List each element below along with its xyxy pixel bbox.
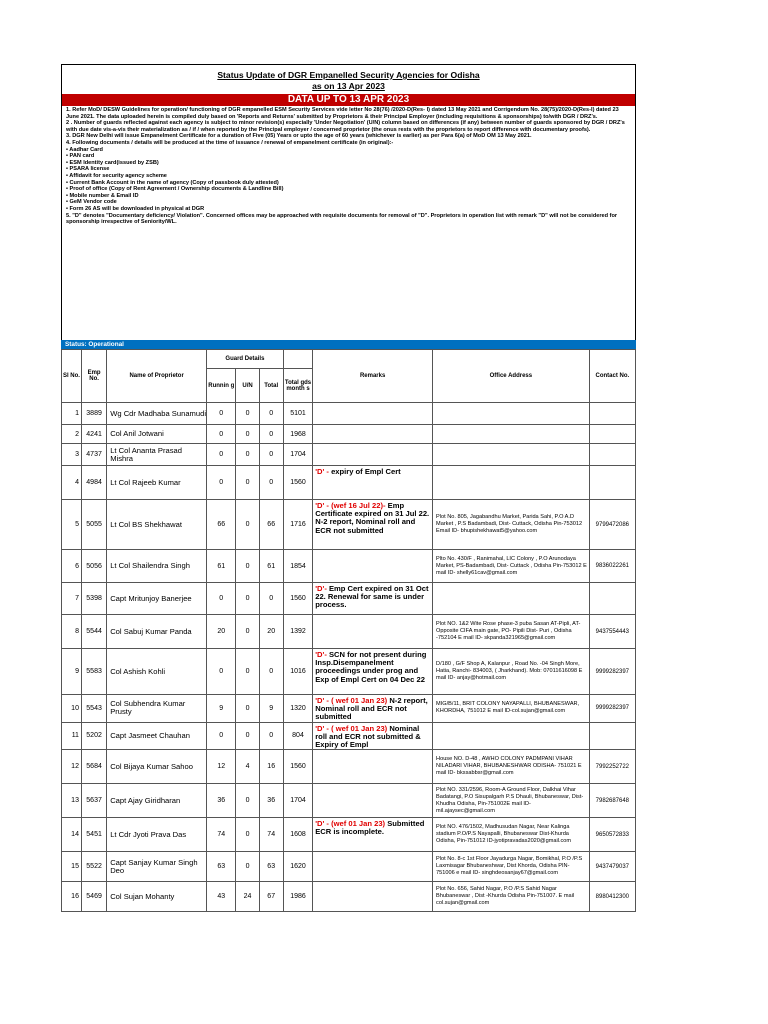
total-gds-months-cell: 1016 <box>283 649 312 695</box>
proprietor-name-cell: Lt Cdr Jyoti Prava Das <box>107 818 207 852</box>
remarks-cell <box>313 649 433 695</box>
remark-text: expiry of Empl Cert <box>328 467 401 476</box>
note-line: • Proof of office (Copy of Rent Agreement / Ownership documents & Landline Bill) <box>66 186 284 193</box>
un-cell: 0 <box>236 444 259 466</box>
table-row <box>62 818 636 852</box>
office-address-cell <box>433 425 590 444</box>
emp-no-cell: 5056 <box>81 550 106 583</box>
contact-no-cell: 9999282397 <box>589 649 635 695</box>
un-cell: 0 <box>236 403 259 425</box>
header-sl: Sl No. <box>62 350 82 403</box>
running-cell: 0 <box>207 583 236 615</box>
sl-no-cell: 5 <box>62 500 82 550</box>
total-gds-months-cell: 1716 <box>283 500 312 550</box>
contact-no-cell: 9650572833 <box>589 818 635 852</box>
running-cell: 63 <box>207 852 236 882</box>
remark-flag: 'D'- <box>315 584 327 593</box>
total-gds-months-cell: 1704 <box>283 444 312 466</box>
total-cell: 67 <box>259 882 283 912</box>
total-gds-months-cell: 1392 <box>283 615 312 649</box>
running-cell: 0 <box>207 649 236 695</box>
proprietor-name-cell: Capt Sanjay Kumar Singh Deo <box>107 852 207 882</box>
total-cell: 63 <box>259 852 283 882</box>
table-row <box>62 750 636 784</box>
sl-no-cell: 11 <box>62 722 82 750</box>
table-row <box>62 403 636 425</box>
sl-no-cell: 15 <box>62 852 82 882</box>
emp-no-cell: 5469 <box>81 882 106 912</box>
running-cell: 0 <box>207 466 236 500</box>
note-line: 4. Following documents / details will be produced at the time of issuance / renewal of empanelment certificate (in original):- <box>66 139 394 146</box>
emp-no-cell: 5684 <box>81 750 106 784</box>
office-address-cell: Plot No. 8-c 1st Floor Jayadurga Nagar, Bomikhal, P.O /P.S Laxmisagar Bhubaneshwar, Dist Khorda, Odisha PIN- 751006 e mail ID- singhdeosanjay67@gmail.com <box>433 852 590 882</box>
table-row <box>62 882 636 912</box>
un-cell: 0 <box>236 695 259 723</box>
header-name: Name of Proprietor <box>107 350 207 403</box>
remarks-cell <box>313 550 433 583</box>
un-cell: 0 <box>236 615 259 649</box>
total-cell: 66 <box>259 500 283 550</box>
agency-table <box>61 349 636 912</box>
proprietor-name-cell: Lt Col Rajeeb Kumar <box>107 466 207 500</box>
remark-text: Nominal roll and ECR not submitted & Expiry of Empl <box>315 723 421 750</box>
total-gds-months-cell: 1560 <box>283 583 312 615</box>
remarks-cell <box>313 852 433 882</box>
proprietor-name-cell: Col Sabuj Kumar Panda <box>107 615 207 649</box>
contact-no-cell: 7982687648 <box>589 784 635 818</box>
table-row <box>62 695 636 723</box>
office-address-cell <box>433 466 590 500</box>
un-cell: 0 <box>236 852 259 882</box>
office-address-cell: Plot No. 656, Sahid Nagar, P.O /P.S Sahid Nagar Bhubaneswar , Dist -Khurda Odisha Pin-751007. E mail col.sujan@gmail.com <box>433 882 590 912</box>
remark-text: SCN for not present during Insp.Disempanelment proceedings under prog and Exp of Empl Cert on 04 Dec 22 <box>315 650 427 684</box>
remarks-cell <box>313 615 433 649</box>
un-cell: 0 <box>236 425 259 444</box>
header-un: U/N <box>236 369 259 403</box>
total-gds-months-cell: 1560 <box>283 466 312 500</box>
running-cell: 43 <box>207 882 236 912</box>
note-line: 5. "D" denotes "Documentary deficiency/ Violation". Concerned offices may be approached with requisite documents for removal of "D". Proprietors in operation list with remark "D" will not be considered for sponsorship irrespective of Seniority/WL. <box>66 212 618 226</box>
proprietor-name-cell: Col Bijaya Kumar Sahoo <box>107 750 207 784</box>
header-running: Runnin g <box>207 369 236 403</box>
emp-no-cell: 5451 <box>81 818 106 852</box>
contact-no-cell: 9999282397 <box>589 695 635 723</box>
office-address-cell: Plot NO. 476/1502, Madhusudan Nagar, Near Kalinga stadium P.O/P.S Nayapalli, Bhubaneswar Dist-Khurda Odisha, Pin-751012 ID-jyotipravadas2020@gmail.com <box>433 818 590 852</box>
title-line-1: Status Update of DGR Empanelled Security Agencies for Odisha <box>217 70 480 80</box>
proprietor-name-cell: Lt Col Shailendra Singh <box>107 550 207 583</box>
note-line: • GeM Vendor code <box>66 199 117 206</box>
sl-no-cell: 3 <box>62 444 82 466</box>
table-row <box>62 649 636 695</box>
table-row <box>62 425 636 444</box>
office-address-cell <box>433 583 590 615</box>
proprietor-name-cell: Capt Jasmeet Chauhan <box>107 722 207 750</box>
sl-no-cell: 9 <box>62 649 82 695</box>
total-cell: 9 <box>259 695 283 723</box>
header-guard-details: Guard Details <box>207 350 284 369</box>
sl-no-cell: 8 <box>62 615 82 649</box>
total-cell: 0 <box>259 444 283 466</box>
remarks-cell <box>313 425 433 444</box>
sl-no-cell: 4 <box>62 466 82 500</box>
contact-no-cell: 9437554443 <box>589 615 635 649</box>
emp-no-cell: 4984 <box>81 466 106 500</box>
spreadsheet-page <box>61 64 636 912</box>
remarks-cell <box>313 750 433 784</box>
note-line: • ESM Identity card(issued by ZSB) <box>66 159 159 166</box>
contact-no-cell <box>589 444 635 466</box>
sl-no-cell: 10 <box>62 695 82 723</box>
contact-no-cell: 8980412300 <box>589 882 635 912</box>
table-row <box>62 583 636 615</box>
running-cell: 74 <box>207 818 236 852</box>
sl-no-cell: 1 <box>62 403 82 425</box>
note-line: 1. Refer MoD/ DESW Guidelines for operation/ functioning of DGR empanelled ESM Security Services vide letter No 28(76) /2020-D(Res- I) dated 13 May 2021 and Corrigendum No. 28(75)/2020-D(Res-I) dated 23 June 2021. The data uploaded herein is compiled duly based on 'Reports and Returns' submitted by Proprietors & their Principal Employer (including requisitions & sponsorships) to/with DGR / DRZ's. <box>66 107 619 120</box>
emp-no-cell: 5202 <box>81 722 106 750</box>
proprietor-name-cell: Col Sujan Mohanty <box>107 882 207 912</box>
table-row <box>62 722 636 750</box>
total-gds-months-cell: 1854 <box>283 550 312 583</box>
sl-no-cell: 2 <box>62 425 82 444</box>
sl-no-cell: 7 <box>62 583 82 615</box>
office-address-cell: Plto No. 430/F , Ranimahal, LIC Colony , P.O Arunodaya Market, PS-Badambadi, Dist- Cuttack , Odisha Pin-753012 E mail ID- shelly61cav@gmail.com <box>433 550 590 583</box>
total-gds-months-cell: 5101 <box>283 403 312 425</box>
remark-flag: 'D' - (wef 01 Jan 23) <box>315 819 386 829</box>
remark-text: N-2 report, Nominal roll and ECR not submitted <box>315 696 428 722</box>
un-cell: 4 <box>236 750 259 784</box>
header-total-gds-months: Total gds month s <box>283 369 312 403</box>
title-line-2: as on 13 Apr 2023 <box>312 80 385 91</box>
running-cell: 12 <box>207 750 236 784</box>
emp-no-cell: 5544 <box>81 615 106 649</box>
un-cell: 0 <box>236 500 259 550</box>
office-address-cell: Plot NO. 331/2596, Room-A Ground Floor, Dalkhai Vihar Badatangi, P.O Sisupalgarh P.S Dhauli, Bhubaneswar, Dist- Khudha Odisha, Pin-751002E mail ID- mil.ajaysec@gmail.com <box>433 784 590 818</box>
notes-section <box>61 106 636 340</box>
remark-text: Submitted ECR is incomplete. <box>315 819 425 837</box>
office-address-cell: MIG/B/11, BRIT COLONY NAYAPALLI, BHUBANESWAR, KHORDHA, 751012 E mail ID-col.sujan@gmail.com <box>433 695 590 723</box>
remarks-cell <box>313 444 433 466</box>
contact-no-cell: 9799472086 <box>589 500 635 550</box>
note-line: • Mobile number & Email ID <box>66 192 139 199</box>
contact-no-cell: 7992252722 <box>589 750 635 784</box>
remarks-cell <box>313 466 433 500</box>
emp-no-cell: 4737 <box>81 444 106 466</box>
emp-no-cell: 5637 <box>81 784 106 818</box>
proprietor-name-cell: Wg Cdr Madhaba Sunamudi <box>107 403 207 425</box>
header-total: Total <box>259 369 283 403</box>
office-address-cell: Plot NO. 1&2 Wite Rose phase-3 puba Sasan AT-Pipli, AT- Opposite CIFA main gate, PO- Pipili Dist- Puri , Odisha -752104 E mail ID- skpanda321965@gmail.com <box>433 615 590 649</box>
note-line: • Aadhar Card <box>66 146 103 153</box>
remark-flag: 'D' - ( wef 01 Jan 23) <box>315 696 388 705</box>
table-row <box>62 466 636 500</box>
proprietor-name-cell: Capt Mritunjoy Banerjee <box>107 583 207 615</box>
un-cell: 0 <box>236 784 259 818</box>
running-cell: 0 <box>207 722 236 750</box>
total-gds-months-cell: 804 <box>283 722 312 750</box>
remark-flag: 'D'- <box>315 650 327 659</box>
running-cell: 61 <box>207 550 236 583</box>
total-gds-months-cell: 1704 <box>283 784 312 818</box>
total-cell: 0 <box>259 722 283 750</box>
running-cell: 9 <box>207 695 236 723</box>
table-row <box>62 852 636 882</box>
total-gds-months-cell: 1620 <box>283 852 312 882</box>
total-cell: 16 <box>259 750 283 784</box>
note-line: • Affidavit for security agency scheme <box>66 172 167 179</box>
office-address-cell <box>433 722 590 750</box>
proprietor-name-cell: Col Ashish Kohli <box>107 649 207 695</box>
note-line: • Current Bank Account in the name of agency (Copy of passbook duly attested) <box>66 179 279 186</box>
status-operational-bar: Status: Operational <box>61 340 636 349</box>
emp-no-cell: 3889 <box>81 403 106 425</box>
un-cell: 0 <box>236 818 259 852</box>
header-contact: Contact No. <box>589 350 635 403</box>
sl-no-cell: 6 <box>62 550 82 583</box>
table-row <box>62 500 636 550</box>
table-row <box>62 444 636 466</box>
emp-no-cell: 5398 <box>81 583 106 615</box>
un-cell: 0 <box>236 722 259 750</box>
proprietor-name-cell: Lt Col BS Shekhawat <box>107 500 207 550</box>
proprietor-name-cell: Lt Col Ananta Prasad Mishra <box>107 444 207 466</box>
un-cell: 0 <box>236 550 259 583</box>
total-cell: 0 <box>259 466 283 500</box>
remarks-cell <box>313 784 433 818</box>
note-line: • PAN card <box>66 153 95 160</box>
remark-flag: 'D' - (wef 16 Jul 22)- <box>315 501 386 510</box>
total-cell: 36 <box>259 784 283 818</box>
remark-text: Emp Cert expired on 31 Oct 22. Renewal for same is under process. <box>315 584 429 610</box>
running-cell: 0 <box>207 403 236 425</box>
table-row <box>62 784 636 818</box>
contact-no-cell: 9836022261 <box>589 550 635 583</box>
running-cell: 66 <box>207 500 236 550</box>
un-cell: 0 <box>236 466 259 500</box>
note-line: • Form 26 AS will be downloaded in physical at DGR <box>66 205 205 212</box>
un-cell: 0 <box>236 583 259 615</box>
total-cell: 0 <box>259 425 283 444</box>
contact-no-cell <box>589 583 635 615</box>
contact-no-cell <box>589 425 635 444</box>
total-gds-months-cell: 1968 <box>283 425 312 444</box>
total-gds-months-cell: 1560 <box>283 750 312 784</box>
remark-text: Emp Certificate expired on 31 Jul 22. N-2 report, Nominal roll and ECR not submitted <box>315 501 430 535</box>
remark-flag: 'D' - ( wef 01 Jan 23) <box>315 723 388 733</box>
office-address-cell: House NO. D-48 , AWHO COLONY PADMPANI VIHAR NILADARI VIHAR, BHUBANESHWAR ODISHA- 751021 E mail ID- bkssabbsr@gmail.com <box>433 750 590 784</box>
table-row <box>62 550 636 583</box>
total-cell: 0 <box>259 649 283 695</box>
note-line: • PSARA license <box>66 166 110 173</box>
sl-no-cell: 14 <box>62 818 82 852</box>
remarks-cell <box>313 818 433 852</box>
header-emp: Emp No. <box>81 350 106 403</box>
total-gds-months-cell: 1320 <box>283 695 312 723</box>
sl-no-cell: 13 <box>62 784 82 818</box>
emp-no-cell: 5522 <box>81 852 106 882</box>
proprietor-name-cell: Col Subhendra Kumar Prusty <box>107 695 207 723</box>
remark-flag: 'D' - <box>315 467 329 476</box>
running-cell: 0 <box>207 444 236 466</box>
remarks-cell <box>313 722 433 750</box>
office-address-cell: D/180 , G/F Shop A, Kalanpur , Road No. -04 Singh More, Hatia, Ranchi- 834003, ( Jharkhand). Mob: 07011616098 E mail ID- anjay@hotmail.com <box>433 649 590 695</box>
contact-no-cell <box>589 403 635 425</box>
running-cell: 20 <box>207 615 236 649</box>
sl-no-cell: 12 <box>62 750 82 784</box>
office-address-cell <box>433 403 590 425</box>
total-gds-months-cell: 1986 <box>283 882 312 912</box>
total-cell: 61 <box>259 550 283 583</box>
total-cell: 0 <box>259 403 283 425</box>
total-gds-months-cell: 1608 <box>283 818 312 852</box>
un-cell: 24 <box>236 882 259 912</box>
proprietor-name-cell: Capt Ajay Giridharan <box>107 784 207 818</box>
document-title <box>61 64 636 94</box>
emp-no-cell: 5583 <box>81 649 106 695</box>
running-cell: 36 <box>207 784 236 818</box>
contact-no-cell <box>589 722 635 750</box>
contact-no-cell <box>589 466 635 500</box>
remarks-cell <box>313 882 433 912</box>
remarks-cell <box>313 583 433 615</box>
emp-no-cell: 5543 <box>81 695 106 723</box>
un-cell: 0 <box>236 649 259 695</box>
header-remarks: Remarks <box>313 350 433 403</box>
emp-no-cell: 5055 <box>81 500 106 550</box>
total-cell: 20 <box>259 615 283 649</box>
office-address-cell <box>433 444 590 466</box>
remarks-cell <box>313 403 433 425</box>
remarks-cell <box>313 695 433 723</box>
total-cell: 0 <box>259 583 283 615</box>
header-total-gds-blank <box>283 350 312 369</box>
proprietor-name-cell: Col Anil Jotwani <box>107 425 207 444</box>
contact-no-cell: 9437479037 <box>589 852 635 882</box>
sl-no-cell: 16 <box>62 882 82 912</box>
total-cell: 74 <box>259 818 283 852</box>
running-cell: 0 <box>207 425 236 444</box>
table-row <box>62 615 636 649</box>
office-address-cell: Plot No. 805, Jagabandhu Market, Parida Sahi, P.O A.D Market , P.S Badambadi, Dist- Cuttack, Odisha Pin-753012 Email ID- bhupishekhawat5@yahoo.com <box>433 500 590 550</box>
data-date-banner: DATA UP TO 13 APR 2023 <box>61 94 636 106</box>
header-office: Office Address <box>433 350 590 403</box>
note-line: 3. DGR New Delhi will issue Empanelment Certificate for a duration of Five (05) Years or upto the age of 60 years (whichever is earlier) as per Para 6(a) of MoD OM 13 May 2021. <box>66 133 532 140</box>
emp-no-cell: 4241 <box>81 425 106 444</box>
remarks-cell <box>313 500 433 550</box>
note-line: 2 . Number of guards reflected against each agency is subject to minor revision(s) especially 'Under Negotiation' (U/N) column based on differences (if any) between number of guards sponsored by DGR / DRZ's with due date vis-a-vis their materialization as / if / when reported by the Principal employer / concerned proprietor (the onus rests with the proprietors to report difference with documentary proofs). <box>66 120 625 133</box>
